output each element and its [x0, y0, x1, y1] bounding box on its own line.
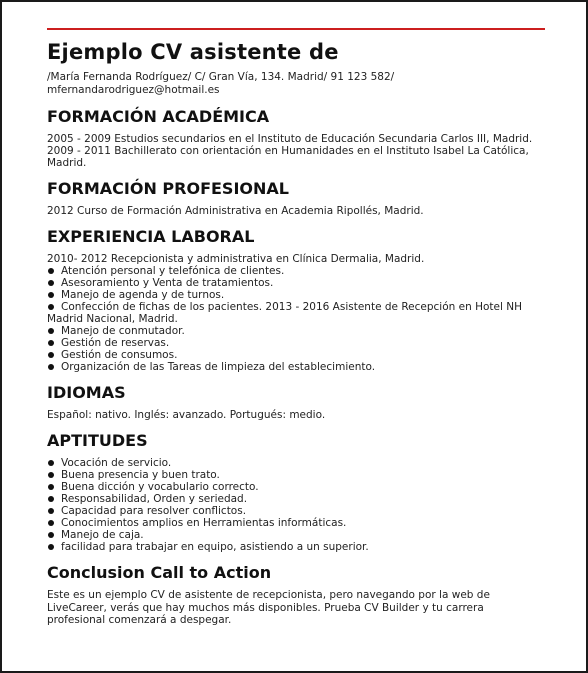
bullet-icon [48, 328, 54, 334]
list-item: Responsabilidad, Orden y seriedad. [47, 493, 547, 505]
experience-bullet-list [47, 265, 547, 313]
bullet-icon [48, 268, 54, 274]
list-item: Conocimientos amplios en Herramientas informáticas. [47, 517, 547, 529]
bullet-icon [48, 532, 54, 538]
cv-content [47, 38, 547, 627]
list-item: Organización de las Tareas de limpieza del establecimiento. [47, 361, 547, 373]
text-line: profesional comenzará a despegar. [47, 614, 232, 626]
bullet-icon [48, 352, 54, 358]
formacion-academica-body [47, 133, 547, 169]
bullet-icon [48, 460, 54, 466]
bullet-icon [48, 280, 54, 286]
list-item: Buena presencia y buen trato. [47, 469, 547, 481]
bullet-icon [48, 364, 54, 370]
text-line: Este es un ejemplo CV de asistente de recepcionista, pero navegando por la web de [47, 589, 490, 601]
list-item: Gestión de consumos. [47, 349, 547, 361]
contact-info [47, 71, 547, 97]
bullet-icon [48, 292, 54, 298]
text-line: LiveCareer, verás que hay muchos más disponibles. Prueba CV Builder y tu carrera [47, 601, 484, 614]
bullet-icon [48, 520, 54, 526]
list-item: Vocación de servicio. [47, 457, 547, 469]
idiomas-text: Español: nativo. Inglés: avanzado. Portugués: medio. [47, 409, 326, 421]
section-heading-formacion-profesional: FORMACIÓN PROFESIONAL [47, 179, 289, 198]
aptitudes-bullet-list [47, 457, 547, 553]
contact-line: /María Fernanda Rodríguez/ C/ Gran Vía, 134. Madrid/ 91 123 582/ [47, 71, 395, 83]
formacion-profesional-body [47, 205, 547, 217]
section-heading-formacion-academica: FORMACIÓN ACADÉMICA [47, 107, 270, 126]
text-line: 2005 - 2009 Estudios secundarios en el Instituto de Educación Secundaria Carlos III, Madrid. [47, 133, 533, 145]
bullet-icon [48, 484, 54, 490]
list-item: Buena dicción y vocabulario correcto. [47, 481, 547, 493]
bullet-icon [48, 544, 54, 550]
section-heading-idiomas: IDIOMAS [47, 383, 126, 402]
contact-email: mfernandarodriguez@hotmail.es [47, 84, 220, 96]
bullet-icon [48, 304, 54, 310]
list-item: Manejo de conmutador. [47, 325, 547, 337]
list-item: Gestión de reservas. [47, 337, 547, 349]
list-item: Manejo de agenda y de turnos. [47, 289, 547, 301]
list-item: Asesoramiento y Venta de tratamientos. [47, 277, 547, 289]
experiencia-body [47, 253, 547, 373]
top-accent-rule [47, 28, 545, 30]
cv-title: Ejemplo CV asistente de [47, 40, 339, 64]
experience-bullet-list-2 [47, 325, 547, 373]
text-line: Madrid Nacional, Madrid. [47, 313, 178, 325]
bullet-icon [48, 340, 54, 346]
list-item: Manejo de caja. [47, 529, 547, 541]
text-line: 2012 Curso de Formación Administrativa en Academia Ripollés, Madrid. [47, 205, 424, 217]
list-item: Confección de fichas de los pacientes. 2013 - 2016 Asistente de Recepción en Hotel NH [47, 301, 547, 313]
bullet-icon [48, 496, 54, 502]
bullet-icon [48, 508, 54, 514]
list-item: Atención personal y telefónica de clientes. [47, 265, 547, 277]
text-line: Madrid. [47, 157, 87, 169]
bullet-icon [48, 472, 54, 478]
list-item: facilidad para trabajar en equipo, asistiendo a un superior. [47, 541, 547, 553]
conclusion-body [47, 589, 547, 627]
section-heading-experiencia: EXPERIENCIA LABORAL [47, 227, 255, 246]
list-item: Capacidad para resolver conflictos. [47, 505, 547, 517]
text-line: 2009 - 2011 Bachillerato con orientación en Humanidades en el Instituto Isabel La Católica, [47, 145, 529, 157]
section-heading-aptitudes: APTITUDES [47, 431, 148, 450]
section-heading-conclusion: Conclusion Call to Action [47, 563, 272, 582]
experience-intro: 2010- 2012 Recepcionista y administrativa en Clínica Dermalia, Madrid. [47, 253, 425, 265]
